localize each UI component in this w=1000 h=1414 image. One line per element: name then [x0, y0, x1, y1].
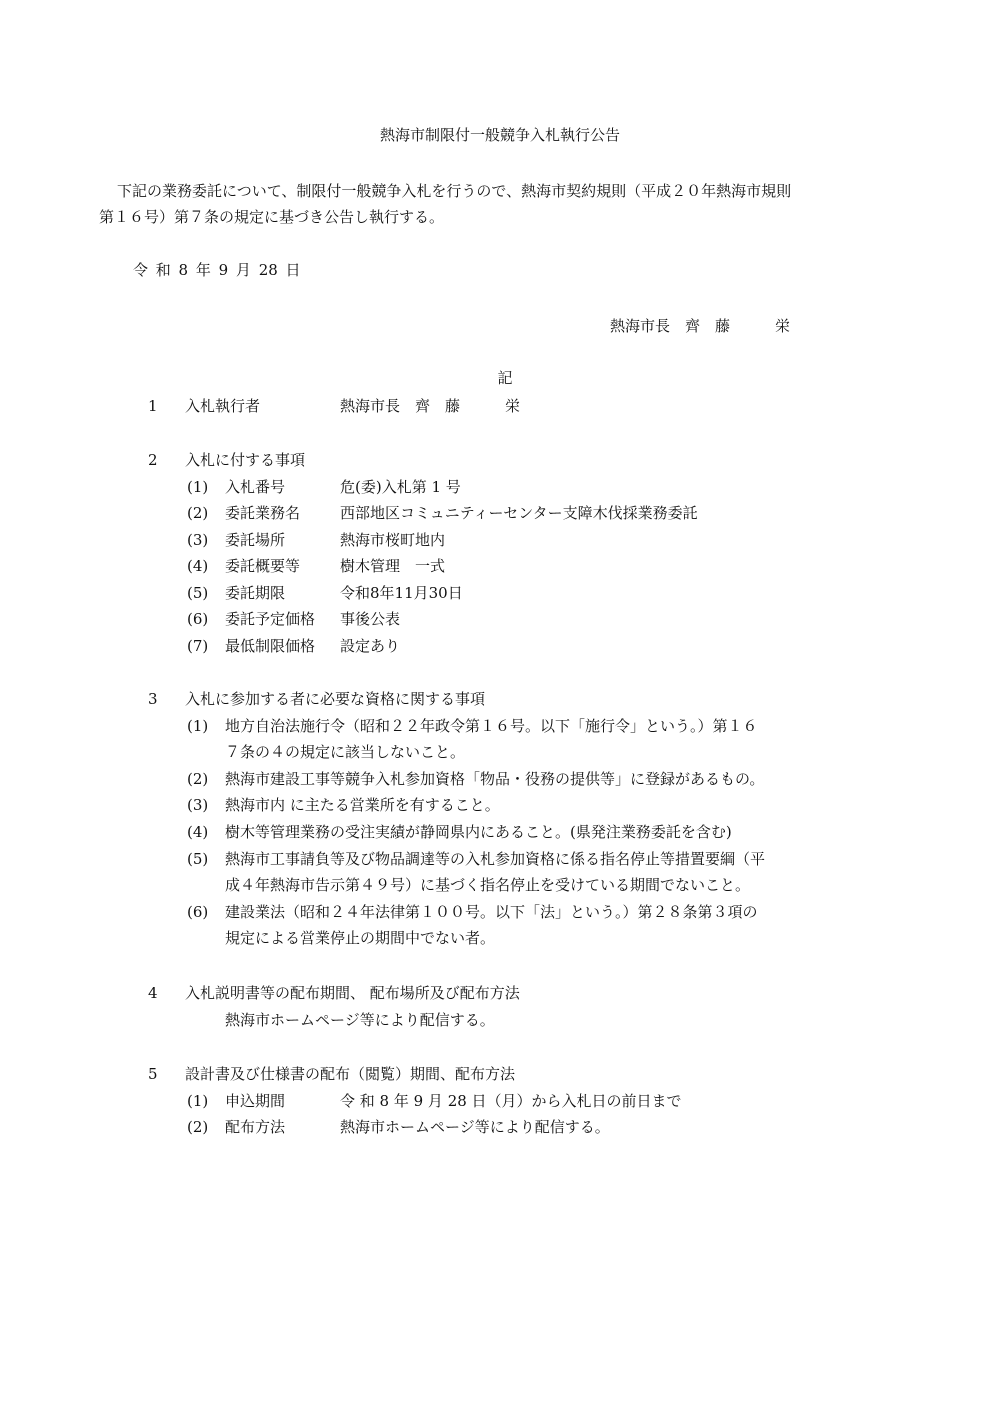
page-title: 熱海市制限付一般競争入札執行公告 — [379, 126, 620, 144]
section-3-item-text: 熱海市建設工事等競争入札参加資格「物品・役務の提供等」に登録があるもの。 — [225, 770, 765, 788]
section-2-item-value: 熱海市桜町地内 — [340, 531, 446, 549]
section-4-text: 熱海市ホームページ等により配信する。 — [225, 1011, 495, 1029]
section-2-item-value: 樹木管理 一式 — [340, 557, 446, 575]
section-2-item-label: 委託予定価格 — [225, 610, 316, 628]
notice-date: 令 和 8 年 9 月 28 日 — [133, 261, 301, 279]
section-3-heading: 入札に参加する者に必要な資格に関する事項 — [185, 690, 486, 708]
section-2-item-label: 委託場所 — [225, 531, 286, 549]
section-2-item-number: (2) — [187, 504, 209, 522]
section-5-item-label: 配布方法 — [225, 1118, 286, 1136]
section-2-item-value: 危(委)入札第 1 号 — [340, 478, 461, 496]
section-1-label: 入札執行者 — [185, 397, 261, 415]
section-4-number: 4 — [148, 984, 158, 1002]
section-3-item-text: 樹木等管理業務の受注実績が静岡県内にあること。(県発注業務委託を含む) — [225, 823, 732, 841]
section-5-heading: 設計書及び仕様書の配布（閲覧）期間、配布方法 — [185, 1065, 516, 1083]
section-2-item-value: 西部地区コミュニティーセンター支障木伐採業務委託 — [340, 504, 698, 522]
section-5-item-value: 熱海市ホームページ等により配信する。 — [340, 1118, 610, 1136]
section-2-item-label: 委託期限 — [225, 584, 286, 602]
center-mark: 記 — [497, 369, 513, 387]
section-2-item-number: (1) — [187, 478, 209, 496]
section-1-value: 熱海市長 齊 藤 栄 — [340, 397, 521, 415]
section-2-item-number: (4) — [187, 557, 209, 575]
section-2-heading: 入札に付する事項 — [185, 451, 306, 469]
section-2-item-value: 設定あり — [340, 637, 401, 655]
section-2-item-label: 委託概要等 — [225, 557, 301, 575]
section-4-heading: 入札説明書等の配布期間、 配布場所及び配布方法 — [185, 984, 520, 1002]
section-3-item-number: (3) — [187, 796, 209, 814]
section-2-item-label: 最低制限価格 — [225, 637, 316, 655]
section-2-item-number: (6) — [187, 610, 209, 628]
section-5-item-label: 申込期間 — [225, 1092, 286, 1110]
section-5-item-number: (2) — [187, 1118, 209, 1136]
section-3-item-continuation: 成４年熱海市告示第４９号）に基づく指名停止を受けている期間でないこと。 — [225, 876, 751, 894]
section-2-item-number: (3) — [187, 531, 209, 549]
section-2-item-number: (5) — [187, 584, 209, 602]
section-2-item-label: 入札番号 — [225, 478, 286, 496]
section-3-item-number: (2) — [187, 770, 209, 788]
section-3-item-number: (5) — [187, 850, 209, 868]
section-3-item-text: 地方自治法施行令（昭和２２年政令第１６号。以下「施行令」という。）第１６ — [225, 717, 758, 735]
section-5-item-value: 令 和 8 年 9 月 28 日（月）から入札日の前日まで — [340, 1092, 682, 1110]
section-3-item-number: (6) — [187, 903, 209, 921]
section-3-number: 3 — [148, 690, 158, 708]
section-5-item-number: (1) — [187, 1092, 209, 1110]
section-1-number: 1 — [148, 397, 158, 415]
section-3-item-continuation: ７条の４の規定に該当しないこと。 — [225, 743, 466, 761]
intro-line-1: 下記の業務委託について、制限付一般競争入札を行うので、熱海市契約規則（平成２０年熱海市規則 — [117, 182, 792, 200]
section-3-item-text: 熱海市工事請負等及び物品調達等の入札参加資格に係る指名停止等措置要綱（平 — [225, 850, 766, 868]
section-2-item-number: (7) — [187, 637, 209, 655]
section-2-number: 2 — [148, 451, 158, 469]
section-5-number: 5 — [148, 1065, 158, 1083]
section-2-item-value: 令和8年11月30日 — [340, 584, 463, 602]
section-3-item-continuation: 規定による営業停止の期間中でない者。 — [225, 929, 496, 947]
issuer-name: 熱海市長 齊 藤 栄 — [610, 317, 791, 335]
section-3-item-text: 建設業法（昭和２４年法律第１００号。以下「法」という。）第２８条第３項の — [225, 903, 758, 921]
section-3-item-number: (1) — [187, 717, 209, 735]
section-3-item-number: (4) — [187, 823, 209, 841]
section-2-item-label: 委託業務名 — [225, 504, 301, 522]
section-2-item-value: 事後公表 — [340, 610, 401, 628]
intro-line-2: 第１６号）第７条の規定に基づき公告し執行する。 — [99, 208, 445, 226]
section-3-item-text: 熱海市内 に主たる営業所を有すること。 — [225, 796, 500, 814]
